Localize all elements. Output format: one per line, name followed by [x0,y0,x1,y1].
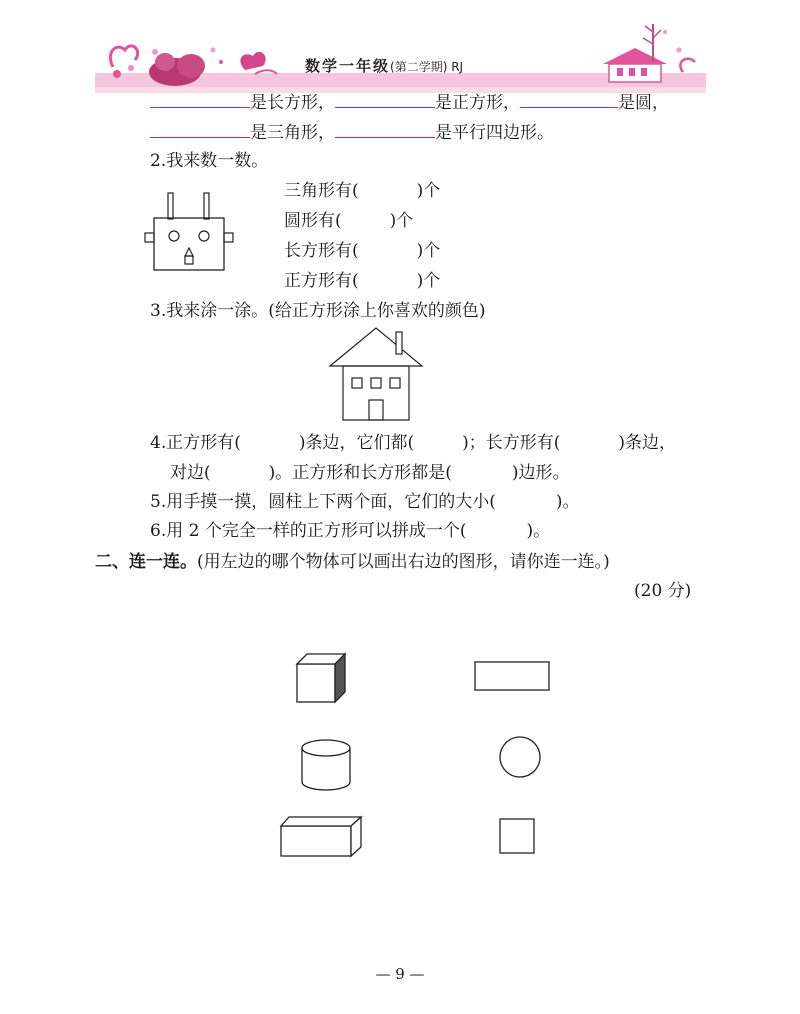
cuboid-object [281,817,361,856]
question-3-title: 3.我来涂一涂。(给正方形涂上你喜欢的颜色) [150,301,486,321]
header-title [305,55,463,76]
answer-blank[interactable] [335,93,435,108]
question-4-line-2 [170,462,570,484]
page-number: — 9 — [375,965,425,983]
house-figure[interactable] [328,326,428,422]
count-suffix: )个 [389,211,414,231]
q4-text: )条边，它们都( [298,433,415,453]
question-5 [150,491,580,513]
book-title: 数学一年级 [305,57,391,75]
count-squares [284,270,440,292]
section-2-instruction: (用左边的哪个物体可以画出右边的图形，请你连一连。) [197,552,610,572]
q4-text: )边形。 [511,463,570,483]
fill-row-2 [150,122,554,144]
count-suffix: )个 [416,181,441,201]
section-2-heading [95,551,610,573]
answer-blank[interactable] [335,123,435,138]
cylinder-object [302,740,350,790]
page-header [95,22,706,94]
section-2-title: 二、连一连。 [95,552,197,572]
square-shape [500,819,534,853]
section-2-score: (20 分) [634,581,692,601]
house-decoration-right [595,22,706,94]
q4-text: 对边( [170,463,211,483]
robot-face-figure [142,192,242,274]
count-label: 正方形有( [284,271,359,291]
fill-text: 是正方形， [435,93,520,113]
rectangle-shape [475,662,549,690]
fill-text: 是圆， [618,93,669,113]
q4-text: 4.正方形有( [150,433,241,453]
connect-figures [248,640,580,868]
book-subtitle: (第二学期) RJ [390,60,464,74]
count-suffix: )个 [416,271,441,291]
question-6 [150,520,550,542]
question-4-line-1 [150,432,676,454]
question-2-title: 2.我来数一数。 [150,151,269,171]
answer-blank[interactable] [520,93,618,108]
count-rectangles [284,240,440,262]
count-circles [284,210,413,232]
count-suffix: )个 [416,241,441,261]
q6-text: 6.用 2 个完全一样的正方形可以拼成一个( [150,521,467,541]
q4-text: )；长方形有( [462,433,561,453]
q5-text: 5.用手摸一摸，圆柱上下两个面，它们的大小( [150,492,496,512]
fill-text: 是三角形， [250,123,335,143]
count-label: 三角形有( [284,181,359,201]
answer-blank[interactable] [150,93,250,108]
count-label: 圆形有( [284,211,342,231]
flower-decoration-left [95,22,285,94]
answer-blank[interactable] [150,123,250,138]
fill-row-1 [150,92,669,114]
fill-text: 是长方形， [250,93,335,113]
count-label: 长方形有( [284,241,359,261]
fill-text: 是平行四边形。 [435,123,554,143]
cube-object [297,654,345,702]
q6-text: )。 [526,521,551,541]
q4-text: )条边， [618,433,677,453]
connect-exercise[interactable] [248,640,580,868]
count-triangles [284,180,440,202]
q5-text: )。 [555,492,580,512]
q4-text: )。正方形和长方形都是( [268,463,452,483]
circle-shape [500,737,540,777]
